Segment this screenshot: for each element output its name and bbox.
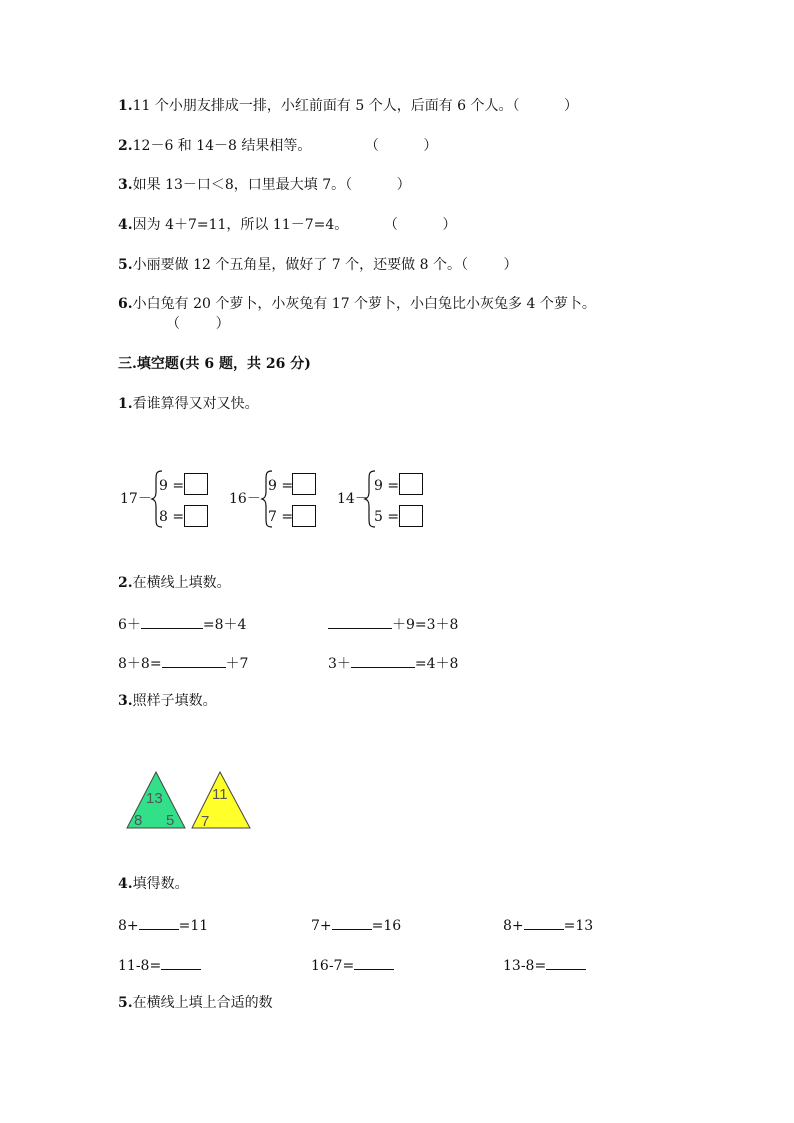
eq-text: 11-8= [118, 958, 162, 974]
calc-lead: 16－ [229, 491, 261, 507]
triangle-left-number: 8 [134, 812, 143, 829]
eq-text: 8+ [118, 918, 139, 934]
q3-title [118, 692, 217, 710]
answer-box[interactable] [292, 505, 316, 527]
eq-text: =4＋8 [414, 656, 459, 672]
answer-paren[interactable]: （ ） [166, 316, 230, 332]
fill-equation [503, 915, 593, 935]
triangle-left-number: 7 [201, 813, 210, 830]
question-text: 小丽要做 12 个五角星，做好了 7 个，还要做 8 个。（ ） [132, 257, 518, 273]
eq-text: =11 [178, 918, 209, 934]
question-number: 1. [118, 396, 133, 412]
triangle-top-number: 11 [212, 786, 228, 803]
answer-box[interactable] [399, 473, 423, 495]
question-text: 看谁算得又对又快。 [132, 396, 259, 412]
calc-row-a: 9 = [374, 478, 400, 494]
fill-equation [118, 915, 208, 935]
fill-blank[interactable] [161, 955, 201, 970]
calc-lead: 17－ [120, 491, 152, 507]
q4-title [118, 875, 189, 893]
fill-equation [328, 653, 458, 673]
question-number: 3. [118, 177, 133, 193]
eq-text: 16-7= [311, 958, 355, 974]
question-text: 在横线上填上合适的数 [132, 995, 273, 1011]
eq-text: 3＋ [328, 656, 351, 672]
calc-row-b: 8 = [159, 509, 185, 525]
fill-equation [328, 614, 458, 634]
triangle-top-number: 13 [146, 790, 163, 807]
question-text: 填得数。 [132, 876, 189, 892]
question-number: 4. [118, 876, 133, 892]
question-text: 因为 4＋7=11，所以 11－7=4。 （ ） [132, 217, 457, 233]
calc-row-a: 9 = [159, 478, 185, 494]
fill-equation [311, 955, 394, 975]
question-text: 11 个小朋友排成一排，小红前面有 5 个人，后面有 6 个人。（ ） [132, 98, 579, 114]
section-title: 三.填空题(共 6 题，共 26 分) [118, 356, 311, 372]
question-text: 12－6 和 14－8 结果相等。 （ ） [132, 138, 438, 154]
number-triangles [120, 765, 260, 835]
calc-row-a: 9 = [268, 478, 294, 494]
fill-equation [503, 955, 586, 975]
question-number: 3. [118, 693, 133, 709]
eq-text: 7+ [311, 918, 332, 934]
question-number: 6. [118, 296, 133, 312]
question-text: 照样子填数。 [132, 693, 217, 709]
fill-blank[interactable] [162, 653, 226, 668]
question-number: 1. [118, 98, 133, 114]
eq-text: 13-8= [503, 958, 547, 974]
fill-equation [311, 915, 401, 935]
fill-blank[interactable] [524, 915, 564, 930]
question-text: 在横线上填数。 [132, 575, 231, 591]
eq-text: 8＋8= [118, 656, 162, 672]
question-text: 如果 13－口＜8，口里最大填 7。（ ） [132, 177, 411, 193]
fill-equation [118, 653, 248, 673]
fill-blank[interactable] [332, 915, 372, 930]
fill-equation [118, 614, 246, 634]
answer-box[interactable] [184, 473, 208, 495]
fill-blank[interactable] [141, 614, 203, 629]
question-text: 小白兔有 20 个萝卜，小灰兔有 17 个萝卜，小白兔比小灰兔多 4 个萝卜。 [132, 296, 596, 312]
eq-text: =13 [563, 918, 594, 934]
eq-text: 6＋ [118, 617, 141, 633]
fill-blank[interactable] [139, 915, 179, 930]
fill-blank[interactable] [328, 614, 392, 629]
answer-box[interactable] [292, 473, 316, 495]
question-number: 5. [118, 257, 133, 273]
answer-box[interactable] [399, 505, 423, 527]
eq-text: 8+ [503, 918, 524, 934]
fill-equation [118, 955, 201, 975]
q5-title [118, 994, 273, 1012]
triangle-right-number: 5 [166, 812, 175, 829]
eq-text: =8＋4 [202, 617, 247, 633]
eq-text: =16 [371, 918, 402, 934]
fill-blank[interactable] [546, 955, 586, 970]
q2-title [118, 574, 231, 592]
question-number: 2. [118, 138, 133, 154]
question-number: 4. [118, 217, 133, 233]
fill-blank[interactable] [351, 653, 415, 668]
calc-lead: 14－ [337, 491, 369, 507]
calc-row-b: 7 = [268, 509, 294, 525]
eq-text: ＋7 [225, 656, 249, 672]
calc-row-b: 5 = [374, 509, 400, 525]
fill-blank[interactable] [354, 955, 394, 970]
eq-text: ＋9=3＋8 [392, 617, 459, 633]
question-number: 2. [118, 575, 133, 591]
answer-box[interactable] [184, 505, 208, 527]
question-number: 5. [118, 995, 133, 1011]
